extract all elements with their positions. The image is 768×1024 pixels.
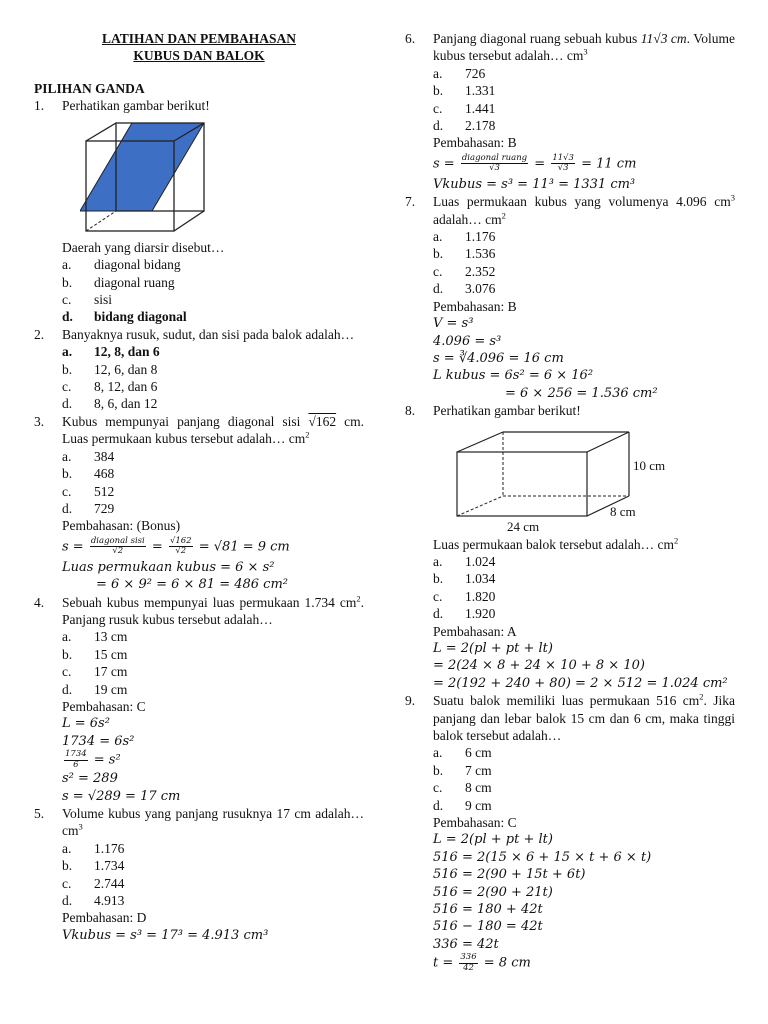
option-b: b. 468 [62,466,115,482]
question-9: 9. Suatu balok memiliki luas permukaan 516 $cm^2$. Jika panjang dan lebar balok 15 cm dan 6 cm, maka tinggi balok tersebut adalah… [405,691,736,743]
cuboid-front-face [457,452,587,516]
option-c: c. 8, 12, dan 6 [62,379,158,395]
solution-line: s = $\frac{\text{diagonal sisi}}{√2}$ = $\frac{√162}{√2}$ = √81 = 9 cm [62,535,290,557]
solution-line: $\frac{1734}{6}$ = s² [65,749,121,770]
option-d: d. 729 [62,500,115,516]
option-c: c. 17 cm [62,664,128,680]
solution-line: s = $\frac{\text{diagonal ruang}}{√3}$ = $\frac{11√3}{√3}$ = 11 cm [433,152,637,174]
solution-line: 516 = 180 + 42t [433,902,543,918]
left-column [34,30,364,944]
solution-line: = 6 × 9² = 6 × 81 = 486 cm² [96,577,288,593]
question-2: 2. Banyaknya rusuk, sudut, dan sisi pada balok adalah… [34,326,355,342]
solution-label: Pembahasan: B [433,298,517,314]
question-6: 6. Panjang diagonal ruang sebuah kubus 11√3 cm. Volume kubus tersebut adalah… $cm^3$ [405,31,736,64]
option-a: a. 726 [433,65,486,81]
page-title: LATIHAN DAN PEMBAHASAN KUBUS DAN BALOK [101,31,296,63]
option-c: c. 1.441 [433,100,496,116]
option-c: c. 2.352 [433,263,496,279]
cube-diagonal-plane-figure [80,121,280,233]
height-label: 10 cm [633,457,666,473]
question-text: Perhatikan gambar berikut! [62,98,210,114]
option-b: b. 1.034 [433,571,496,587]
option-a: a. 1.024 [433,553,496,569]
solution-line: 516 − 180 = 42t [433,919,543,935]
solution-line: 336 = 42t [433,936,499,952]
option-b: b. 15 cm [62,646,128,662]
option-a: a. diagonal bidang [62,257,181,273]
option-b: b. 12, 6, dan 8 [62,361,158,377]
question-7: 7. Luas permukaan kubus yang volumenya 4.096 $cm^3$ adalah… $cm^2$ [405,192,735,227]
solution-line: 4.096 = s³ [433,333,502,349]
solution-label: Pembahasan: D [62,910,147,926]
option-c: c. 8 cm [433,780,492,796]
option-d: d. 8, 6, dan 12 [62,396,158,412]
option-b: b. 1.734 [62,858,125,874]
option-a: a. 384 [62,448,115,464]
option-b: b. 1.331 [433,83,496,99]
length-label: 24 cm [507,518,540,534]
right-column [405,30,735,973]
option-c: c. 1.820 [433,588,496,604]
solution-line: 516 = 2(90 + 21t) [433,884,553,900]
width-label: 8 cm [610,503,636,519]
option-b: b. diagonal ruang [62,274,175,290]
solution-line: = 6 × 256 = 1.536 cm² [505,385,658,401]
solution-line: L = 2(pl + pt + lt) [433,832,553,848]
question-8-prompt: Luas permukaan balok tersebut adalah… $cm^2$ [433,535,679,552]
question-5: 5. Volume kubus yang panjang rusuknya 17 cm adalah… $cm^3$ [34,806,364,839]
solution-line: s = √289 = 17 cm [62,788,181,804]
solution-line: L = 6s² [62,716,110,732]
option-d: d. 9 cm [433,797,492,813]
option-d: d. 1.920 [433,606,496,622]
solution-line: s² = 289 [62,771,118,787]
solution-line: t = $\frac{336}{42}$ = 8 cm [433,952,531,973]
solution-label: Pembahasan: (Bonus) [62,518,181,534]
option-d: d. 3.076 [433,281,496,297]
solution-label: Pembahasan: C [62,698,146,714]
option-b: b. 7 cm [433,762,492,778]
solution-line: V = s³ [433,316,474,332]
option-b: b. 1.536 [433,246,496,262]
cuboid-figure [453,430,713,534]
section-heading: PILIHAN GANDA [34,81,145,96]
option-d-answer: d. bidang diagonal [62,309,187,325]
option-d: d. 4.913 [62,893,125,909]
question-4: 4. Sebuah kubus mempunyai luas permukaan 1.734 $cm^2$. Panjang rusuk kubus tersebut adalah… [34,593,364,627]
solution-line: s = ∛4.096 = 16 cm [433,350,564,366]
option-d: d. 2.178 [433,118,496,134]
solution-label: Pembahasan: A [433,623,517,639]
solution-line: Luas permukaan kubus = 6 × s² [62,559,275,575]
option-a: a. 13 cm [62,629,128,645]
solution-label: Pembahasan: C [433,815,517,831]
solution-line: = 2(192 + 240 + 80) = 2 × 512 = 1.024 cm² [433,675,728,691]
solution-line: 1734 = 6s² [62,733,135,749]
solution-line: L = 2(pl + pt + lt) [433,640,553,656]
solution-label: Pembahasan: B [433,135,517,151]
solution-line: Vkubus = s³ = 11³ = 1331 cm³ [433,176,636,192]
option-c: c. 2.744 [62,875,125,891]
solution-line: 516 = 2(15 × 6 + 15 × t + 6 × t) [433,849,652,865]
solution-line: Vkubus = s³ = 17³ = 4.913 cm³ [62,927,269,943]
solution-line: L kubus = 6s² = 6 × 16² [433,368,594,384]
solution-line: 516 = 2(90 + 15t + 6t) [433,867,586,883]
option-a: a. 1.176 [62,840,125,856]
shaded-diagonal-plane [80,123,204,211]
option-d: d. 19 cm [62,681,128,697]
solution-line: = 2(24 × 8 + 24 × 10 + 8 × 10) [433,658,645,674]
option-c: c. 512 [62,483,115,499]
question-3: 3. Kubus mempunyai panjang diagonal sisi √162 cm. Luas permukaan kubus tersebut adalah… $cm^2$ [34,413,365,447]
option-a-answer: a. 12, 8, dan 6 [62,344,160,360]
option-a: a. 1.176 [433,229,496,245]
question-8: 8. Perhatikan gambar berikut! [405,403,581,419]
option-c: c. sisi [62,292,113,308]
question-1-prompt: Daerah yang diarsir disebut… [62,239,225,255]
question-1 [34,97,364,114]
option-a: a. 6 cm [433,745,492,761]
question-number: 1. [34,98,45,114]
